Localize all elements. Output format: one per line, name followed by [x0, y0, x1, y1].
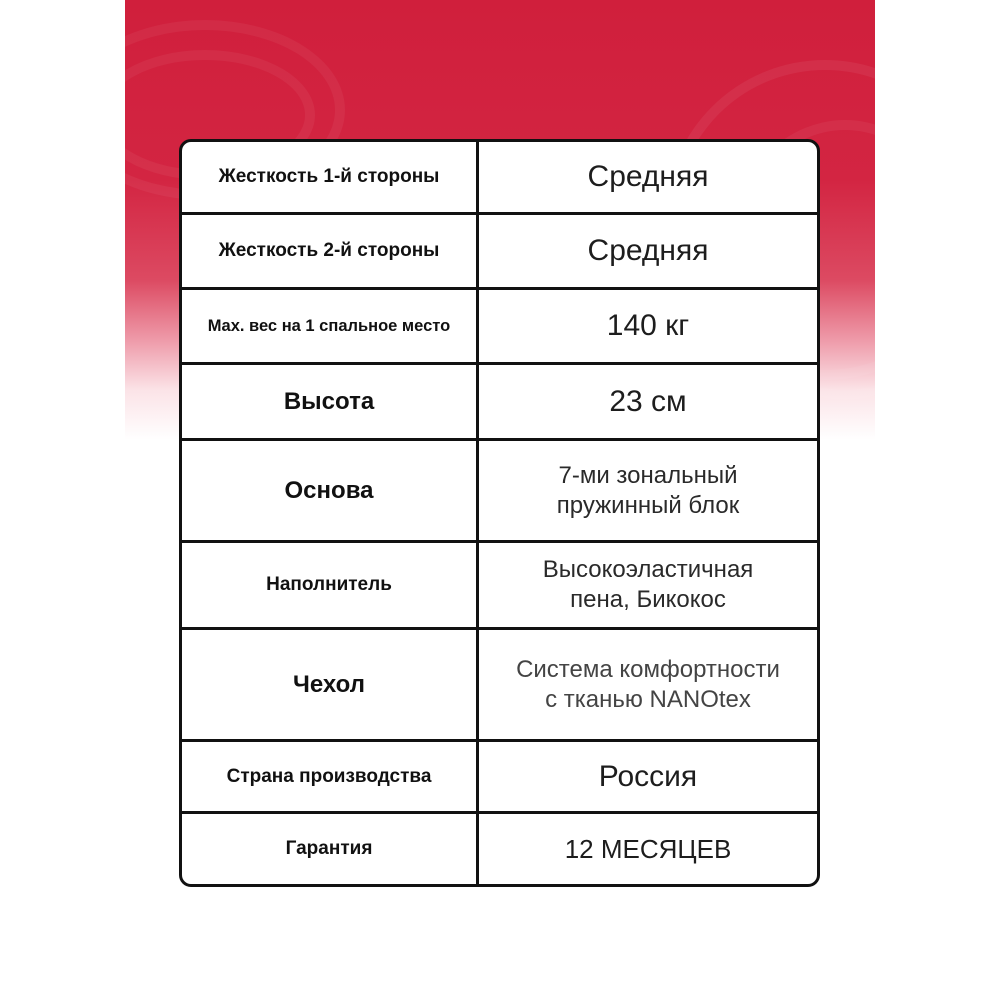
spec-value-base	[479, 441, 817, 543]
spec-label-firmness-side-1: Жесткость 1-й стороны	[182, 142, 479, 215]
spec-value-filler	[479, 543, 817, 630]
specifications-table	[179, 139, 820, 887]
spec-label-height: Высота	[182, 365, 479, 441]
spec-label-cover: Чехол	[182, 630, 479, 742]
spec-value-firmness-side-2: Средняя	[479, 215, 817, 290]
spec-value-cover-line-2: с тканью NANOtex	[545, 685, 751, 713]
spec-value-base-line-2: пружинный блок	[556, 491, 740, 519]
spec-label-firmness-side-2: Жесткость 2-й стороны	[182, 215, 479, 290]
spec-value-cover	[479, 630, 817, 742]
spec-value-base-line-1: 7-ми зональный	[558, 461, 738, 489]
spec-value-cover-line-1: Система комфортности	[516, 655, 780, 683]
spec-label-warranty: Гарантия	[182, 814, 479, 884]
spec-label-filler: Наполнитель	[182, 543, 479, 630]
spec-value-country: Россия	[479, 742, 817, 814]
spec-label-base: Основа	[182, 441, 479, 543]
spec-value-firmness-side-1: Средняя	[479, 142, 817, 215]
spec-value-filler-line-2: пена, Бикокос	[570, 586, 726, 613]
spec-label-max-weight: Max. вес на 1 спальное место	[182, 290, 479, 365]
spec-value-max-weight: 140 кг	[479, 290, 817, 365]
spec-label-country: Страна производства	[182, 742, 479, 814]
spec-value-height: 23 см	[479, 365, 817, 441]
spec-value-warranty: 12 МЕСЯЦЕВ	[564, 833, 732, 864]
spec-value-filler-line-1: Высокоэластичная	[542, 556, 754, 583]
